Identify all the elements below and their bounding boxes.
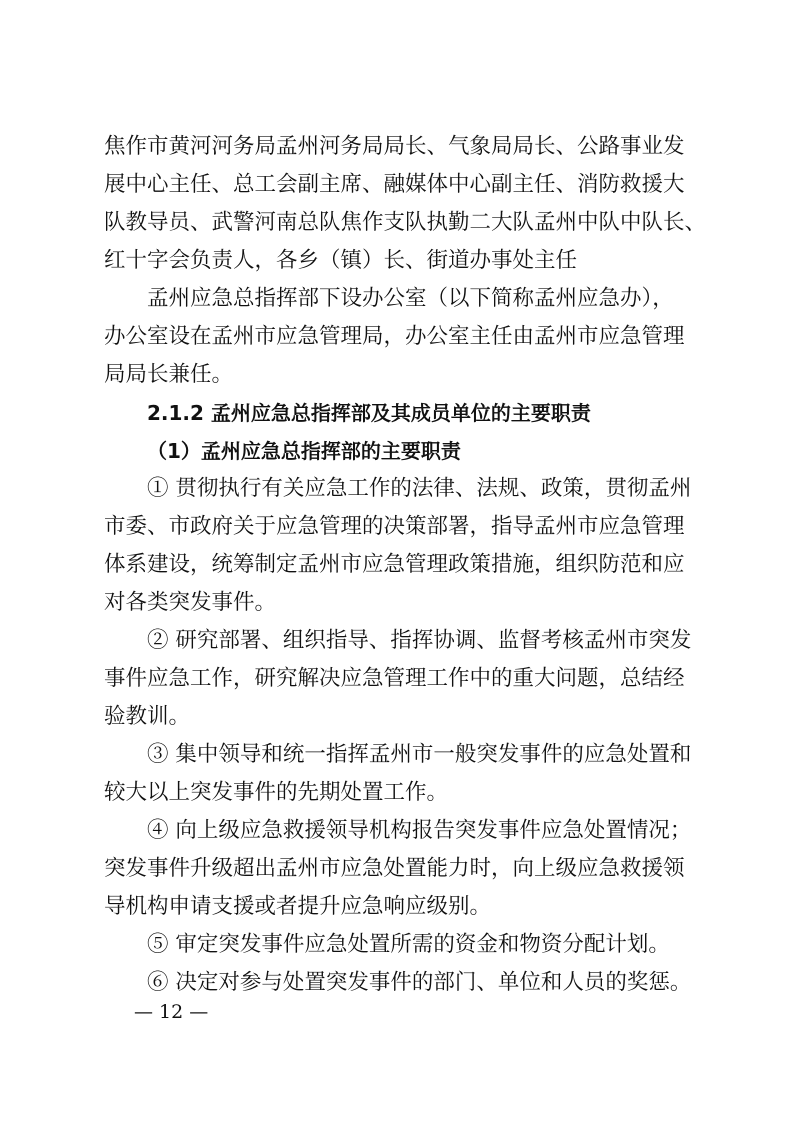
text-line (0, 775, 793, 811)
text-line (0, 281, 793, 317)
line-text: 对各类突发事件。 (104, 590, 277, 615)
line-text: ① 贯彻执行有关应急工作的法律、法规、政策，贯彻孟州 (147, 476, 692, 501)
line-text: 红十字会负责人，各乡（镇）长、街道办事处主任 (104, 248, 578, 273)
text-line (0, 129, 793, 165)
heading-text: （1）孟州应急总指挥部的主要职责 (147, 439, 461, 463)
line-text: 办公室设在孟州市应急管理局，办公室主任由孟州市应急管理 (104, 324, 685, 349)
text-line (0, 205, 793, 241)
line-text: ③ 集中领导和统一指挥孟州市一般突发事件的应急处置和 (147, 742, 692, 767)
page-number: — 12 — (134, 1001, 209, 1023)
text-line (0, 243, 793, 279)
line-text: ② 研究部署、组织指导、指挥协调、监督考核孟州市突发 (147, 628, 692, 653)
text-line (0, 623, 793, 659)
text-line (0, 471, 793, 507)
text-line (0, 851, 793, 887)
text-line (0, 965, 793, 1001)
text-line (0, 585, 793, 621)
line-text: 局局长兼任。 (104, 362, 234, 387)
text-line (0, 737, 793, 773)
section-heading (0, 395, 793, 431)
line-text: 突发事件升级超出孟州市应急处置能力时，向上级应急救援领 (104, 856, 685, 881)
line-text: 焦作市黄河河务局孟州河务局局长、气象局局长、公路事业发 (104, 134, 685, 159)
text-line (0, 357, 793, 393)
text-line (0, 167, 793, 203)
text-line (0, 699, 793, 735)
line-text: 市委、市政府关于应急管理的决策部署，指导孟州市应急管理 (104, 514, 685, 539)
line-text: ⑥ 决定对参与处置突发事件的部门、单位和人员的奖惩。 (147, 970, 692, 995)
line-text: ④ 向上级应急救援领导机构报告突发事件应急处置情况； (147, 818, 692, 843)
line-text: 较大以上突发事件的先期处置工作。 (104, 780, 449, 805)
subsection-heading (0, 433, 793, 469)
line-text: ⑤ 审定突发事件应急处置所需的资金和物资分配计划。 (147, 932, 670, 957)
text-line (0, 813, 793, 849)
line-text: 事件应急工作，研究解决应急管理工作中的重大问题，总结经 (104, 666, 685, 691)
text-line (0, 547, 793, 583)
line-text: 展中心主任、总工会副主席、融媒体中心副主任、消防救援大 (104, 172, 685, 197)
line-text: 导机构申请支援或者提升应急响应级别。 (104, 894, 492, 919)
text-line (0, 661, 793, 697)
text-line (0, 509, 793, 545)
line-text: 孟州应急总指挥部下设办公室（以下简称孟州应急办）， (147, 286, 674, 311)
text-line (0, 319, 793, 355)
text-line (0, 927, 793, 963)
text-line (0, 889, 793, 925)
heading-text: 2.1.2 孟州应急总指挥部及其成员单位的主要职责 (147, 401, 591, 425)
line-text: 队教导员、武警河南总队焦作支队执勤二大队孟州中队中队长、 (104, 210, 707, 235)
line-text: 体系建设，统筹制定孟州市应急管理政策措施，组织防范和应 (104, 552, 685, 577)
line-text: 验教训。 (104, 704, 191, 729)
